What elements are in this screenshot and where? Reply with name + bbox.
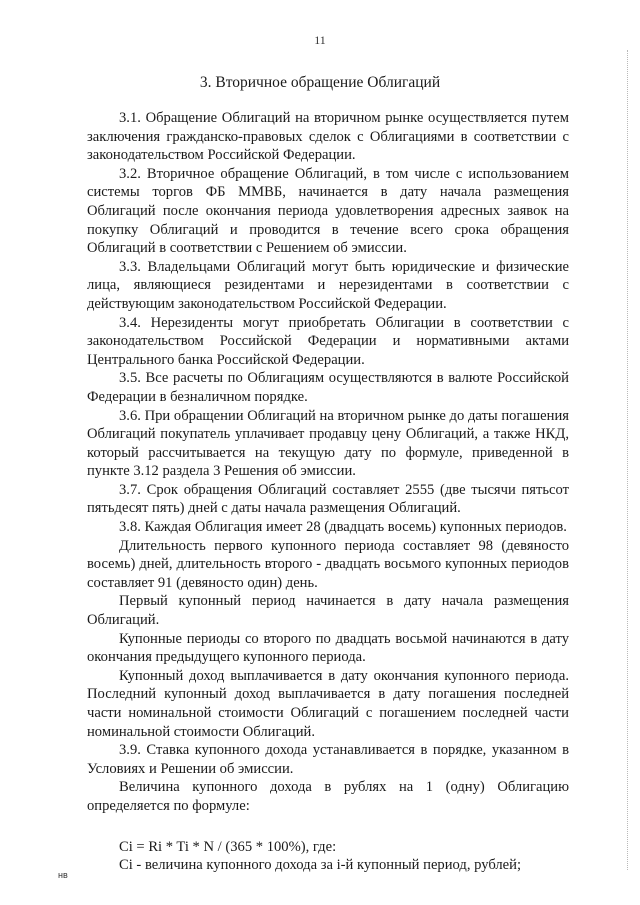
paragraph-first-coupon: Первый купонный период начинается в дату начала размещения Облигаций. <box>87 593 569 629</box>
paragraph-3-7: 3.7. Срок обращения Облигаций составляет 2555 (две тысячи пятьсот пятьдесят пять) дней с даты начала размещения Облигаций. <box>87 481 569 517</box>
section-title: 3. Вторичное обращение Облигаций <box>199 74 441 91</box>
paragraph-3-8: 3.8. Каждая Облигация имеет 28 (двадцать восемь) купонных периодов. <box>119 519 567 536</box>
paragraph-3-3: 3.3. Владельцами Облигаций могут быть юридические и физические лица, являющиеся резидентами и нерезидентами в соответствии с действующим законодательством Российской Федерации. <box>87 258 569 312</box>
paragraph-3-6: 3.6. При обращении Облигаций на вторичном рынке до даты погашения Облигаций покупатель уплачивает продавцу цену Облигаций, а также НКД, который рассчитывается на текущую дату по формуле, приведенной в пункте 3.12 раздела 3 Решения об эмиссии. <box>87 407 569 480</box>
paragraph-3-5: 3.5. Все расчеты по Облигациям осуществляются в валюте Российской Федерации в безналичном порядке. <box>87 370 569 405</box>
paragraph-coupon-payment: Купонный доход выплачивается в дату окончания купонного периода. Последний купонный доход выплачивается в дату погашения последней части номинальной стоимости Облигаций с погашением последней части номинальной стоимости Облигаций. <box>87 667 569 740</box>
scan-edge <box>626 50 628 870</box>
paragraph-3-4: 3.4. Нерезиденты могут приобретать Облигации в соответствии с законодательством Российской Федерации и нормативными актами Центрального банка Российской Федерации. <box>87 314 569 368</box>
margin-initials: нв <box>58 870 68 880</box>
paragraph-coupon-periods: Купонные периоды со второго по двадцать восьмой начинаются в дату окончания предыдущего купонного периода. <box>87 630 569 666</box>
paragraph-3-9: 3.9. Ставка купонного дохода устанавливается в порядке, указанном в Условиях и Решении об эмиссии. <box>87 742 569 777</box>
document-body <box>87 109 569 875</box>
page-number: 11 <box>314 33 326 47</box>
paragraph-3-2: 3.2. Вторичное обращение Облигаций, в том числе с использованием системы торгов ФБ ММВБ, начинается в дату начала размещения Облигаций после окончания периода удовлетворения адресных заявок на покупку Облигаций и проводится в течение всего срока обращения Облигаций в соответствии с Решением об эмиссии. <box>87 165 569 257</box>
paragraph-coupon-size: Величина купонного дохода в рублях на 1 (одну) Облигацию определяется по формуле: <box>87 779 569 814</box>
paragraph-coupon-duration: Длительность первого купонного периода составляет 98 (девяносто восемь) дней, длительность второго - двадцать восьмого купонных периодов составляет 91 (девяносто один) день. <box>87 537 569 591</box>
paragraph-3-1: 3.1. Обращение Облигаций на вторичном рынке осуществляется путем заключения гражданско-правовых сделок с Облигациями в соответствии с законодательством Российской Федерации. <box>87 110 569 164</box>
coupon-formula: Ci = Ri * Ti * N / (365 * 100%), где: <box>119 838 337 855</box>
formula-definition: Ci - величина купонного дохода за i-й купонный период, рублей; <box>119 857 522 874</box>
